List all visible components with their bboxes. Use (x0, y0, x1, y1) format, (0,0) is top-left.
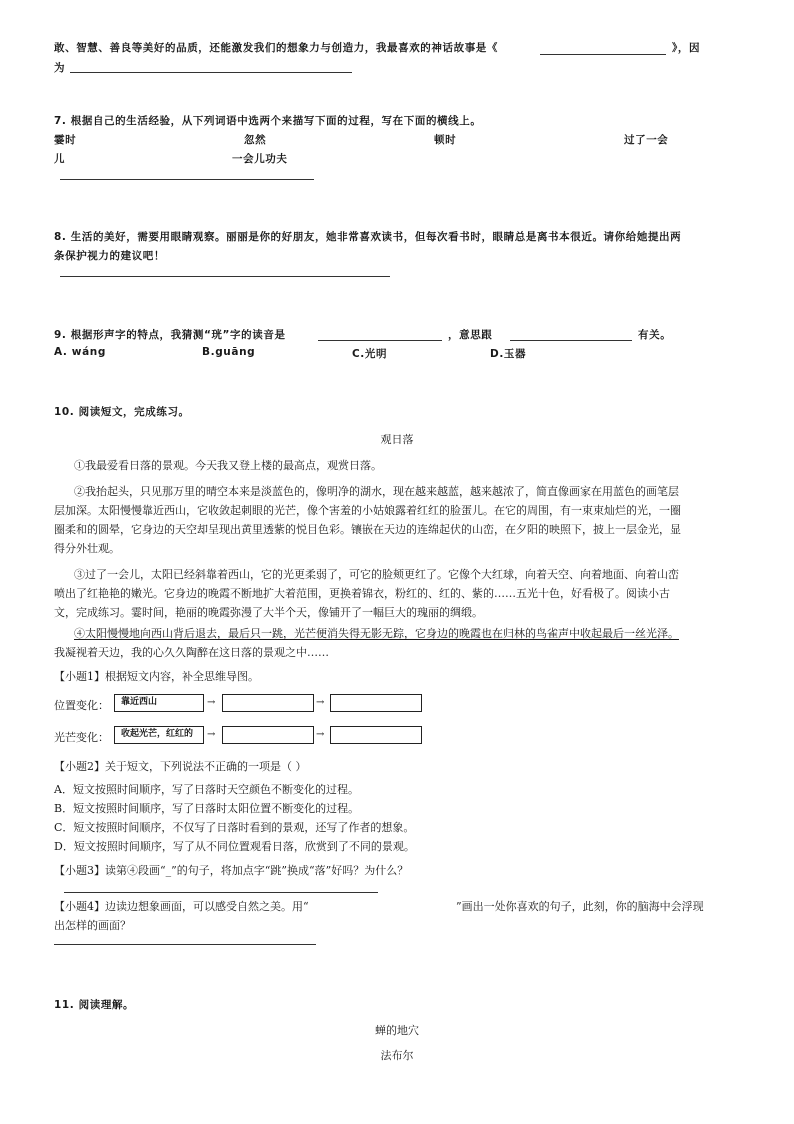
q10-sq1: 【小题1】根据短文内容，补全思维导图。 (54, 670, 259, 683)
mindmap-light-box-1-text: 收起光芒，红红的 (121, 729, 194, 739)
q9-title-part1: 9. 根据形声字的特点，我猜测“珖”字的读音是 (54, 329, 286, 341)
q10-sq2-option-b[interactable]: B．短文按照时间顺序，写了日落时太阳位置不断变化的过程。 (54, 802, 360, 815)
q10-p3-l1: ③过了一会儿，太阳已经斜靠着西山，它的光更柔弱了，可它的脸颊更红了。它像个大红球，向着天空、向着地面、向着山峦 (74, 568, 679, 581)
q8-answer-line[interactable] (60, 276, 390, 277)
q9-meaning-blank[interactable] (510, 340, 632, 341)
q10-p1: ①我最爱看日落的景观。今天我又登上楼的最高点，观赏日落。 (74, 459, 382, 472)
mindmap-light-box-3[interactable] (330, 726, 422, 744)
mindmap-position-label: 位置变化： (54, 699, 109, 712)
mindmap-light-label: 光芒变化： (54, 731, 109, 744)
q10-p4-l1-underlined: ④太阳慢慢地向西山背后退去，最后只一跳，光芒便消失得无影无踪，它身边的晚霞也在归林的鸟雀声中收起最后一丝光泽。 (74, 627, 679, 640)
q7-word-1: 霎时 (54, 134, 77, 146)
q9-title-part3: 有关。 (638, 329, 672, 341)
q9-option-a[interactable]: A. wáng (54, 346, 106, 358)
mindmap-position-box-2[interactable] (222, 694, 314, 712)
q10-sq2: 【小题2】关于短文，下列说法不正确的一项是（ ） (54, 760, 307, 773)
q10-p4-l2: 我凝视着天边，我的心久久陶醉在这日落的景观之中…… (54, 646, 329, 659)
q10-sq2-option-c[interactable]: C．短文按照时间顺序，不仅写了日落时看到的景观，还写了作者的想象。 (54, 821, 415, 834)
q6-line2-prefix: 为 (54, 62, 66, 74)
q7-word-2: 忽然 (244, 134, 267, 146)
q6-line1: 敢、智慧、善良等美好的品质，还能激发我们的想象力与创造力，我最喜欢的神话故事是《 (54, 42, 498, 54)
q7-word-4-cont: 儿 (54, 153, 66, 165)
q10-sq3: 【小题3】读第④段画“_”的句子，将加点字“跳”换成“落”好吗？为什么？ (54, 864, 409, 877)
q10-sq2-option-d[interactable]: D．短文按照时间顺序，写了从不同位置观看日落，欣赏到了不同的景观。 (54, 840, 415, 853)
q10-p2-l4: 得分外壮观。 (54, 542, 120, 555)
q6-reason-blank[interactable] (70, 72, 352, 73)
q10-sq3-answer-line[interactable] (64, 892, 378, 893)
arrow-right-icon: → (316, 697, 325, 708)
q10-sq4-answer-line[interactable] (54, 944, 316, 945)
q10-p3-l3: 文，完成练习。霎时间，艳丽的晚霞弥漫了大半个天，像铺开了一幅巨大的瑰丽的绸缎。 (54, 606, 483, 619)
q7-word-3: 顿时 (434, 134, 457, 146)
q6-story-blank[interactable] (540, 54, 666, 55)
q9-pronunciation-blank[interactable] (318, 340, 442, 341)
q10-p3-l2: 喷出了红艳艳的嫩光。它身边的晚霞不断地扩大着范围，更换着锦衣，粉红的、红的、紫的……五光十色，好看极了。阅读小古 (54, 587, 670, 600)
q7-answer-line[interactable] (60, 179, 314, 180)
q10-p2-l1: ②我抬起头，只见那万里的晴空本来是淡蓝色的，像明净的湖水，现在越来越蓝，越来越浓了，简直像画家在用蓝色的画笔层 (74, 485, 679, 498)
q7-word-4: 过了一会 (624, 134, 669, 146)
arrow-right-icon: → (207, 697, 216, 708)
q11-passage-title: 蝉的地穴 (375, 1024, 419, 1037)
q10-sq4-line1-b: ”画出一处你喜欢的句子，此刻，你的脑海中会浮现 (456, 900, 704, 913)
q10-sq2-option-a[interactable]: A．短文按照时间顺序，写了日落时天空颜色不断变化的过程。 (54, 783, 359, 796)
q6-line1-close: 》，因 (672, 42, 701, 54)
q8-line2: 条保护视力的建议吧！ (54, 250, 165, 262)
q9-option-c[interactable]: C.光明 (352, 348, 388, 360)
mindmap-light-box-2[interactable] (222, 726, 314, 744)
q10-p2-l3: 圈柔和的圆晕，它身边的天空却呈现出黄里透紫的悦目色彩。镶嵌在天边的连绵起伏的山峦，在夕阳的映照下，披上一层金光，显 (54, 523, 681, 536)
q11-author: 法布尔 (380, 1049, 414, 1062)
q7-word-5: 一会儿功夫 (232, 153, 288, 165)
q10-title: 10. 阅读短文，完成练习。 (54, 406, 190, 418)
q9-option-b[interactable]: B.guāng (202, 346, 256, 358)
mindmap-position-box-1 (114, 694, 204, 712)
q11-title: 11. 阅读理解。 (54, 999, 135, 1011)
q10-passage-title: 观日落 (380, 433, 414, 446)
mindmap-position-box-1-text: 靠近西山 (121, 697, 158, 707)
q9-option-d[interactable]: D.玉器 (490, 348, 527, 360)
arrow-right-icon: → (316, 729, 325, 740)
q10-p2-l2: 层加深。太阳慢慢靠近西山，它收敛起刺眼的光芒，像个害羞的小姑娘露着红红的脸蛋儿。在它的周围，有一束束灿烂的光，一圈 (54, 504, 681, 517)
q7-title: 7. 根据自己的生活经验，从下列词语中选两个来描写下面的过程，写在下面的横线上。 (54, 115, 482, 127)
q10-sq4-line2: 出怎样的画面？ (54, 919, 131, 932)
mindmap-light-box-1 (114, 726, 204, 744)
q8-line1: 8. 生活的美好，需要用眼睛观察。丽丽是你的好朋友，她非常喜欢读书，但每次看书时，眼睛总是离书本很近。请你给她提出两 (54, 231, 682, 243)
arrow-right-icon: → (207, 729, 216, 740)
q9-title-part2: ，意思跟 (448, 329, 493, 341)
q10-sq4-line1-a: 【小题4】边读边想象画面，可以感受自然之美。用“ (54, 900, 309, 913)
mindmap-position-box-3[interactable] (330, 694, 422, 712)
